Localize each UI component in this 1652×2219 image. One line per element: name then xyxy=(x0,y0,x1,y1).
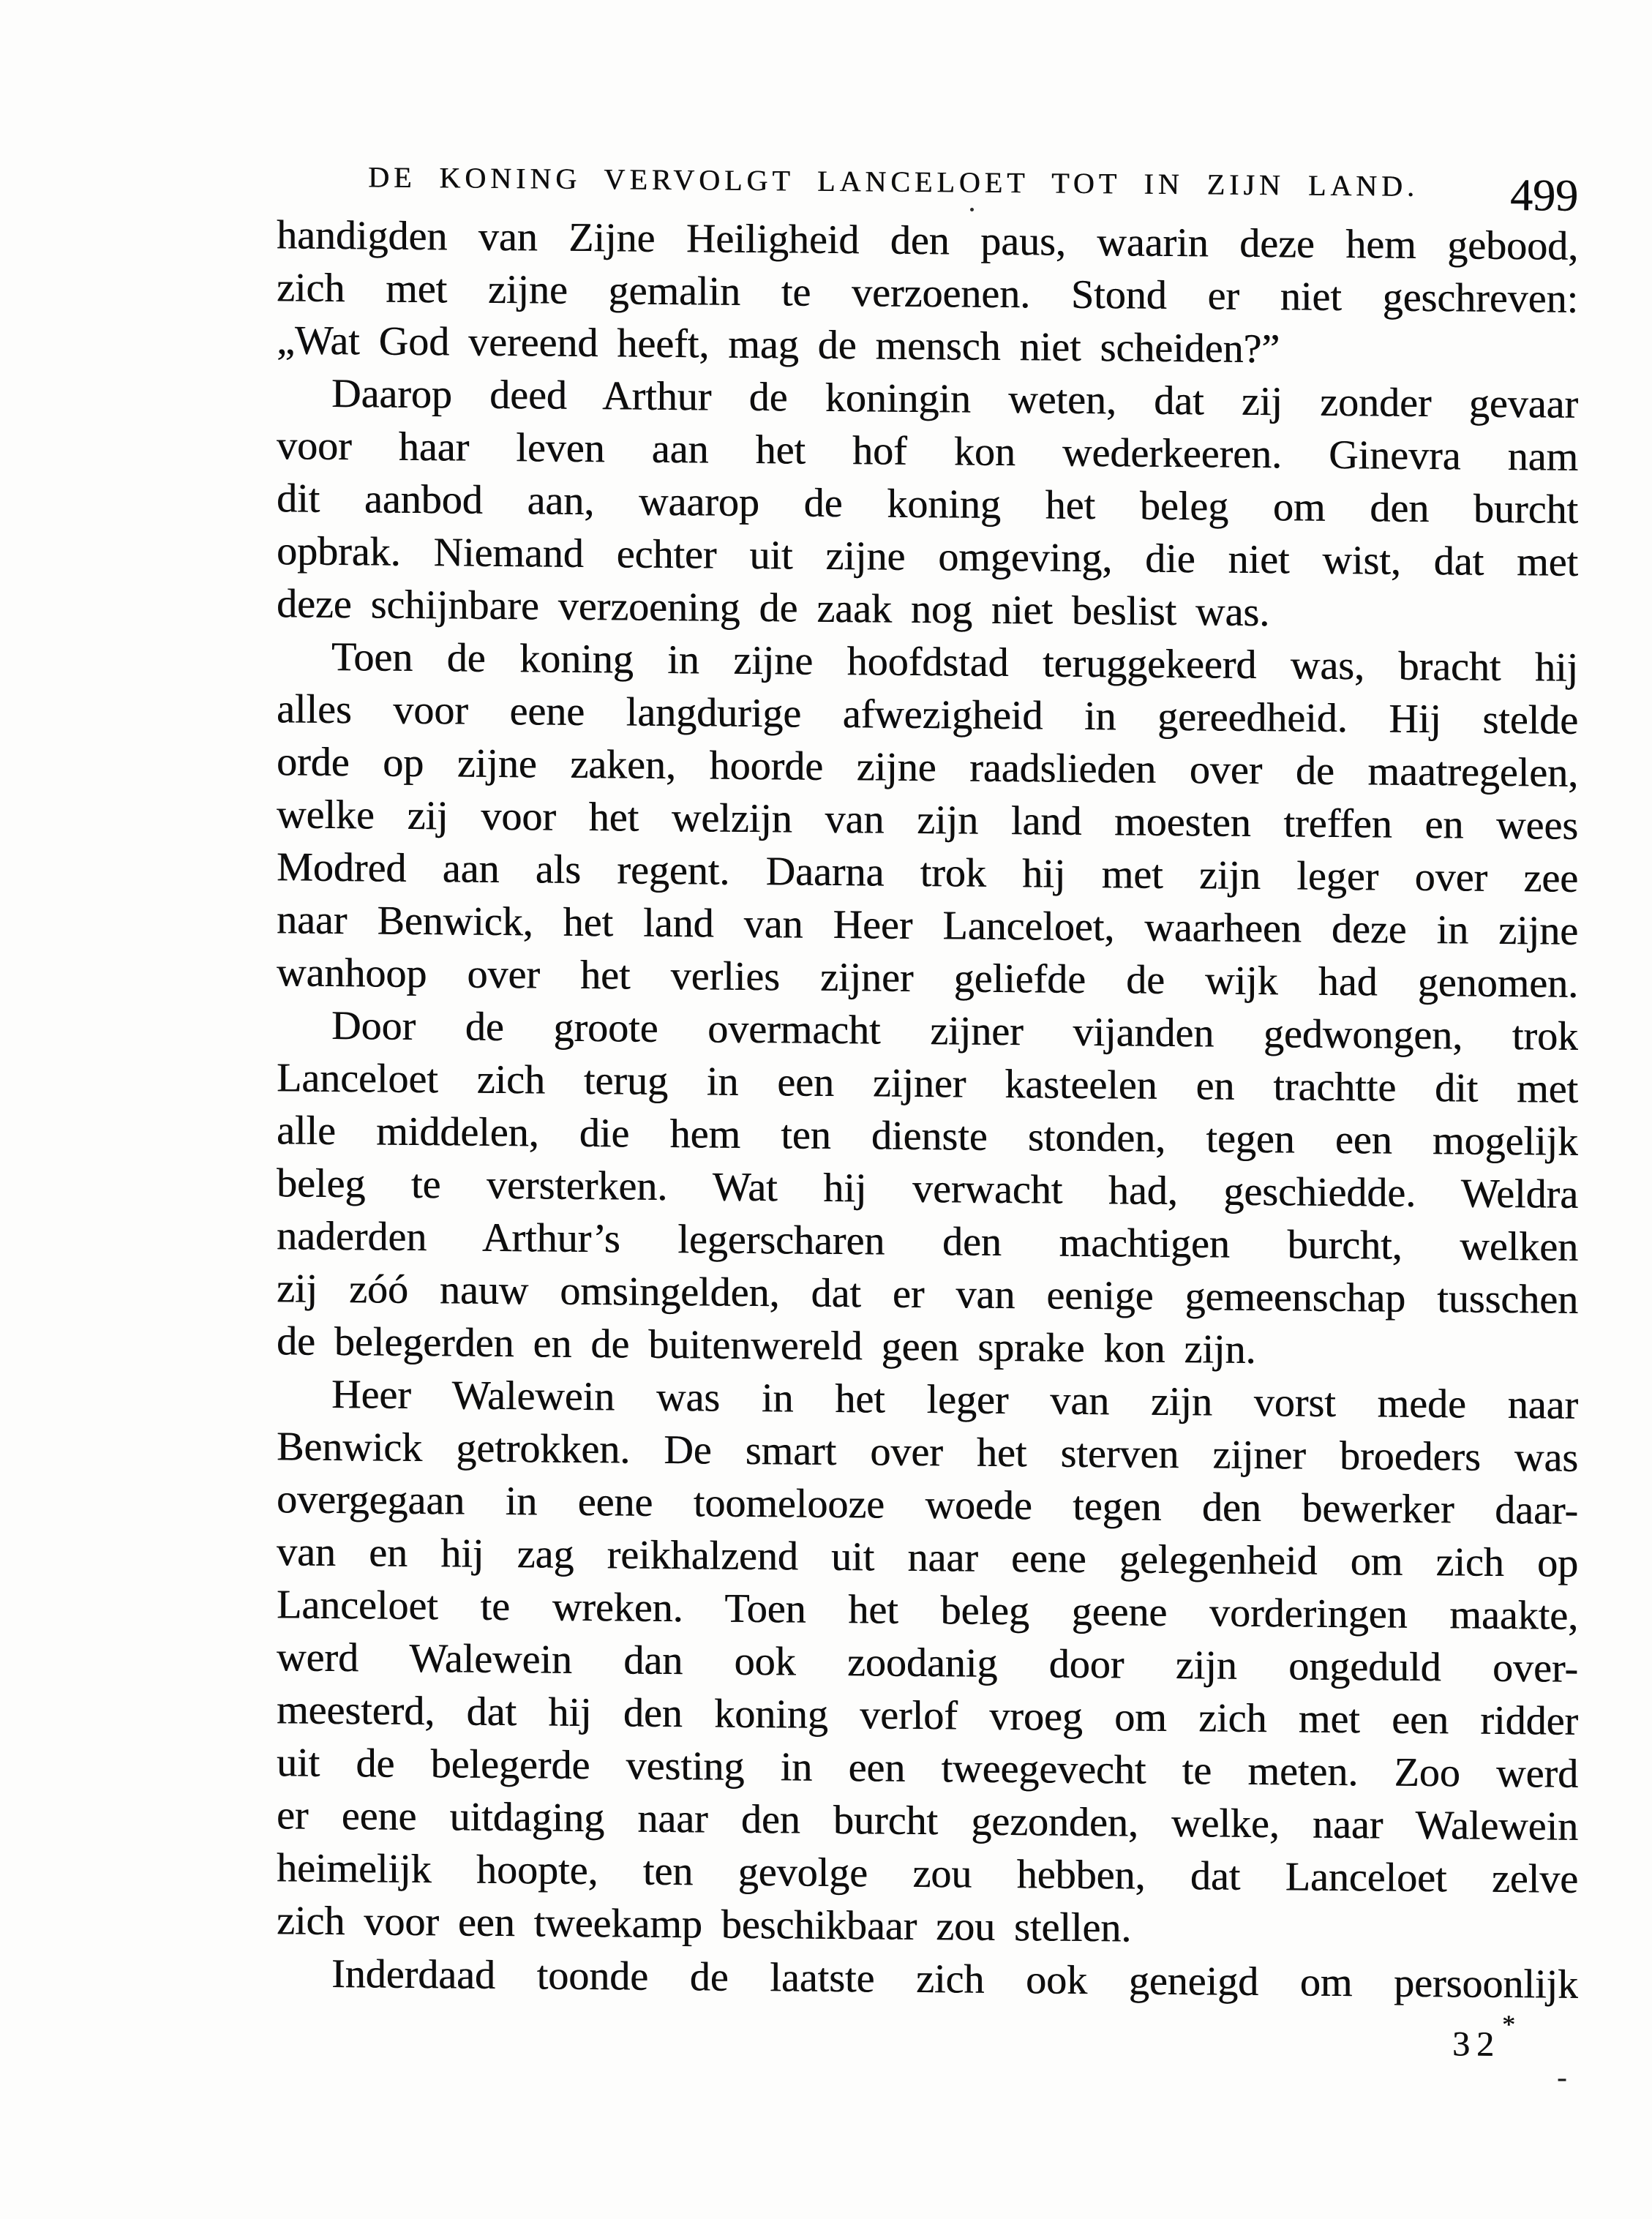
running-title: DE KONING VERVOLGT LANCELOET TOT IN ZIJN LAND. xyxy=(368,160,1419,203)
scan-speck xyxy=(970,208,974,211)
text-line: alle middelen, die hem ten dienste stonden, tegen een mogelijk xyxy=(277,1108,1578,1165)
text-line: Inderdaad toonde de laatste zich ook geneigd om persoonlijk xyxy=(331,1950,1578,2008)
body-text xyxy=(277,209,1578,2011)
text-line: Benwick getrokken. De smart over het sterven zijner broeders was xyxy=(277,1424,1578,1481)
text-line: zij zóó nauw omsingelden, dat er van eenige gemeenschap tusschen xyxy=(277,1266,1578,1323)
text-line: uit de belegerde vesting in een tweegevecht te meten. Zoo werd xyxy=(277,1740,1578,1797)
text-line: Door de groote overmacht zijner vijanden gedwongen, trok xyxy=(331,1002,1578,1059)
text-line: handigden van Zijne Heiligheid den paus, waarin deze hem gebood, xyxy=(277,212,1578,269)
text-line: er eene uitdaging naar den burcht gezonden, welke, naar Walewein xyxy=(277,1792,1578,1850)
printers-signature-mark xyxy=(1452,2009,1515,2065)
text-line: alles voor eene langdurige afwezigheid in gereedheid. Hij stelde xyxy=(277,686,1578,743)
signature-number: 32 xyxy=(1452,2024,1501,2064)
text-line: werd Walewein dan ook zoodanig door zijn ongeduld over- xyxy=(277,1634,1578,1692)
text-line: overgegaan in eene toomelooze woede tegen den bewerker daar- xyxy=(277,1476,1578,1533)
text-line: welke zij voor het welzijn van zijn land moesten treffen en wees xyxy=(277,792,1578,849)
text-line: opbrak. Niemand echter uit zijne omgeving, die niet wist, dat met xyxy=(277,528,1578,585)
text-line: Daarop deed Arthur de koningin weten, dat zij zonder gevaar xyxy=(331,370,1578,427)
text-line: orde op zijne zaken, hoorde zijne raadslieden over de maatregelen, xyxy=(277,739,1578,796)
text-line: de belegerden en de buitenwereld geen sprake kon zijn. xyxy=(277,1318,1256,1373)
text-line: Heer Walewein was in het leger van zijn vorst mede naar xyxy=(331,1371,1578,1428)
text-line: naderden Arthur’s legerscharen den machtigen burcht, welken xyxy=(277,1213,1578,1270)
page-number: 499 xyxy=(1510,170,1578,221)
page-header xyxy=(277,159,1578,219)
signature-asterisk: * xyxy=(1502,2009,1515,2040)
text-line: Lanceloet te wreken. Toen het beleg geene vorderingen maakte, xyxy=(277,1582,1578,1639)
text-line: Toen de koning in zijne hoofdstad teruggekeerd was, bracht hij xyxy=(331,634,1578,691)
text-line: naar Benwick, het land van Heer Lanceloet, waarheen deze in zijne xyxy=(277,897,1578,954)
text-line: beleg te versterken. Wat hij verwacht had, geschiedde. Weldra xyxy=(277,1160,1578,1217)
text-line: voor haar leven aan het hof kon wederkeeren. Ginevra nam xyxy=(277,423,1578,480)
text-line: wanhoop over het verlies zijner geliefde de wijk had genomen. xyxy=(277,950,1578,1007)
text-line: zich met zijne gemalin te verzoenen. Stond er niet geschreven: xyxy=(277,265,1578,322)
text-line: deze schijnbare verzoening de zaak nog niet beslist was. xyxy=(277,581,1270,636)
text-line: van en hij zag reikhalzend uit naar eene gelegenheid om zich op xyxy=(277,1529,1578,1586)
text-line: meesterd, dat hij den koning verlof vroeg om zich met een ridder xyxy=(277,1687,1578,1744)
text-line: Lanceloet zich terug in een zijner kasteelen en trachtte dit met xyxy=(277,1055,1578,1112)
text-line: dit aanbod aan, waarop de koning het beleg om den burcht xyxy=(277,476,1578,533)
text-line: zich voor een tweekamp beschikbaar zou stellen. xyxy=(277,1898,1132,1951)
text-line: heimelijk hoopte, ten gevolge zou hebben, dat Lanceloet zelve xyxy=(277,1845,1578,1902)
scan-artifact-dash: - xyxy=(1557,2061,1567,2095)
text-line: „Wat God vereend heeft, mag de mensch niet scheiden?” xyxy=(277,318,1280,372)
text-line: Modred aan als regent. Daarna trok hij met zijn leger over zee xyxy=(277,844,1578,901)
